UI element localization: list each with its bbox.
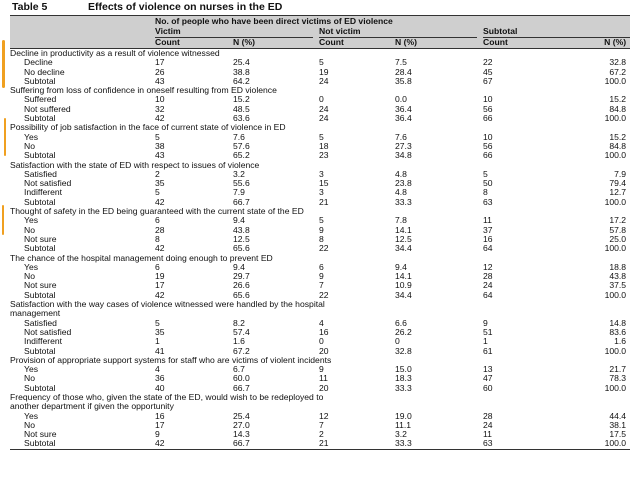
cell-subtotal-count: 60 (483, 383, 493, 393)
section-title-row (10, 356, 630, 365)
table-row (10, 142, 630, 151)
cell-not-victim-percent: 11.1 (395, 420, 412, 430)
cell-subtotal-percent: 57.8 (609, 225, 627, 235)
cell-not-victim-count: 7 (319, 281, 324, 291)
cell-not-victim-percent: 36.4 (395, 104, 412, 114)
cell-subtotal-count: 63 (483, 439, 559, 449)
cell-subtotal-count: 56 (483, 104, 493, 114)
section-title-row (10, 309, 630, 318)
table-row (10, 235, 630, 244)
cell-victim-count: 5 (155, 318, 160, 328)
row-label: Not satisfied (24, 179, 72, 189)
cell-subtotal-percent: 84.8 (609, 104, 627, 114)
cell-subtotal-percent: 21.7 (609, 365, 627, 375)
cell-victim-percent: 3.2 (233, 169, 245, 179)
cell-subtotal-count: 37 (483, 225, 493, 235)
cell-victim-percent: 60.0 (233, 374, 250, 384)
cell-subtotal-count: 28 (483, 272, 493, 282)
cell-not-victim-percent: 15.0 (395, 365, 412, 375)
cell-subtotal-count: 47 (483, 374, 493, 384)
cell-subtotal-count: 9 (483, 318, 488, 328)
row-label: Subtotal (24, 197, 56, 207)
cell-subtotal-percent: 100.0 (604, 346, 627, 356)
table-row (10, 95, 630, 104)
cell-not-victim-count: 19 (319, 67, 329, 77)
cell-subtotal-count: 66 (483, 151, 493, 161)
cell-not-victim-count: 0 (319, 95, 324, 105)
cell-victim-count: 41 (155, 346, 165, 356)
row-label: Yes (24, 216, 39, 226)
cell-victim-percent: 66.7 (233, 197, 250, 207)
table-row (10, 263, 630, 272)
cell-victim-count: 32 (155, 104, 165, 114)
table-row (10, 179, 630, 188)
cell-subtotal-percent: 100.0 (604, 151, 627, 161)
section-title-row (10, 300, 630, 309)
cell-not-victim-count: 5 (319, 216, 324, 226)
cell-not-victim-count: 21 (319, 197, 329, 207)
row-label: Decline (24, 58, 53, 68)
cell-victim-count: 35 (155, 179, 165, 189)
cell-victim-percent: 57.6 (233, 141, 250, 151)
cell-not-victim-percent: 23.8 (395, 179, 412, 189)
cell-subtotal-count: 10 (483, 95, 493, 105)
cell-not-victim-count: 3 (319, 169, 324, 179)
cell-victim-percent: 9.4 (233, 216, 245, 226)
table-row (10, 374, 630, 383)
table-row (10, 105, 630, 114)
header-col-count: Count (155, 38, 233, 49)
cell-not-victim-percent: 4.8 (395, 188, 407, 198)
row-label: No (24, 225, 35, 235)
cell-subtotal-percent: 100.0 (604, 383, 627, 393)
cell-subtotal-percent: 37.5 (609, 281, 627, 291)
section-title: Satisfaction with the way cases of violence witnessed were handled by the hospital (10, 300, 325, 310)
cell-victim-percent: 12.5 (233, 234, 250, 244)
row-label: Subtotal (24, 151, 56, 161)
table-row (10, 337, 630, 346)
row-label: Yes (24, 132, 39, 142)
row-label: No decline (24, 67, 65, 77)
cell-victim-count: 42 (155, 114, 165, 124)
cell-not-victim-percent: 18.3 (395, 374, 412, 384)
cell-not-victim-count: 3 (319, 188, 324, 198)
cell-subtotal-count: 11 (483, 216, 492, 226)
cell-subtotal-percent: 15.2 (609, 95, 627, 105)
cell-not-victim-count: 16 (319, 327, 329, 337)
cell-not-victim-percent: 7.6 (395, 132, 407, 142)
row-label: Subtotal (24, 114, 56, 124)
cell-victim-count: 35 (155, 327, 165, 337)
cell-subtotal-count: 61 (483, 346, 493, 356)
row-label: Not suffered (24, 104, 71, 114)
section-title-row (10, 49, 630, 59)
cell-not-victim-percent: 10.9 (395, 281, 412, 291)
cell-subtotal-count: 51 (483, 327, 493, 337)
section-title: Possibility of job satisfaction in the face of current state of violence in ED (10, 123, 286, 133)
table-row (10, 430, 630, 439)
cell-victim-count: 40 (155, 383, 165, 393)
cell-victim-percent: 25.4 (233, 411, 250, 421)
row-label: No (24, 141, 35, 151)
cell-not-victim-count: 15 (319, 179, 329, 189)
cell-victim-percent: 7.9 (233, 188, 245, 198)
cell-subtotal-percent: 100.0 (604, 114, 627, 124)
table-row (10, 365, 630, 374)
row-label: Subtotal (24, 244, 56, 254)
cell-subtotal-count: 5 (483, 169, 488, 179)
cell-subtotal-percent: 100.0 (604, 290, 627, 300)
table-row (10, 347, 630, 356)
cell-subtotal-percent: 100.0 (604, 76, 627, 86)
section-title-continued: another department if given the opportunity (10, 402, 174, 412)
section-title-row (10, 393, 630, 402)
cell-subtotal-percent: 78.3 (609, 374, 627, 384)
cell-victim-count: 43 (155, 76, 165, 86)
cell-subtotal-percent: 17.2 (609, 216, 627, 226)
cell-not-victim-percent: 14.1 (395, 272, 412, 282)
cell-not-victim-count: 23 (319, 151, 329, 161)
cell-victim-count: 10 (155, 95, 165, 105)
section-title: Decline in productivity as a result of violence witnessed (10, 48, 220, 58)
cell-victim-percent: 67.2 (233, 346, 250, 356)
header-row-main (10, 16, 630, 28)
cell-not-victim-percent: 6.6 (395, 318, 407, 328)
cell-victim-count: 5 (155, 188, 160, 198)
row-label: Not satisfied (24, 327, 72, 337)
row-label: No (24, 420, 35, 430)
cell-subtotal-percent: 43.8 (609, 272, 627, 282)
header-col-percent: N (%) (233, 38, 313, 49)
row-label: Indifferent (24, 337, 63, 347)
cell-subtotal-count: 12 (483, 262, 493, 272)
cell-not-victim-percent: 19.0 (395, 411, 412, 421)
table-row (10, 421, 630, 430)
cell-subtotal-count: 50 (483, 179, 493, 189)
table-row (10, 188, 630, 197)
table-row (10, 216, 630, 225)
row-label: Subtotal (10, 439, 155, 449)
cell-not-victim-percent: 7.5 (395, 58, 407, 68)
cell-victim-percent: 66.7 (233, 439, 313, 449)
cell-victim-percent: 6.7 (233, 365, 245, 375)
cell-not-victim-percent: 28.4 (395, 67, 412, 77)
cell-not-victim-percent: 34.4 (395, 244, 412, 254)
cell-not-victim-count: 4 (319, 318, 324, 328)
cell-subtotal-percent: 100.0 (604, 197, 627, 207)
cell-victim-count: 1 (155, 337, 160, 347)
table-body (10, 49, 630, 450)
cell-victim-count: 17 (155, 420, 165, 430)
cell-victim-percent: 65.6 (233, 290, 250, 300)
cell-not-victim-count: 24 (319, 76, 329, 86)
cell-victim-percent: 55.6 (233, 179, 250, 189)
cell-victim-percent: 38.8 (233, 67, 250, 77)
cell-subtotal-percent: 79.4 (609, 179, 627, 189)
cell-subtotal-percent: 38.1 (609, 420, 627, 430)
cell-victim-percent: 65.6 (233, 244, 250, 254)
cell-subtotal-count: 66 (483, 114, 493, 124)
row-label: Indifferent (24, 188, 63, 198)
section-title-continued: management (10, 309, 61, 319)
cell-subtotal-count: 22 (483, 58, 493, 68)
cell-not-victim-count: 9 (319, 365, 324, 375)
cell-subtotal-percent: 18.8 (609, 262, 627, 272)
cell-victim-percent: 25.4 (233, 58, 250, 68)
cell-not-victim-count: 24 (319, 114, 329, 124)
table-caption: Effects of violence on nurses in the ED (88, 1, 283, 13)
cell-victim-count: 17 (155, 58, 165, 68)
cell-subtotal-count: 13 (483, 365, 493, 375)
cell-not-victim-count: 20 (319, 346, 329, 356)
cell-victim-percent: 8.2 (233, 318, 245, 328)
cell-victim-count: 42 (155, 439, 233, 449)
row-label: Suffered (24, 95, 57, 105)
table-row (10, 68, 630, 77)
cell-not-victim-percent: 27.3 (395, 141, 412, 151)
cell-not-victim-count: 2 (319, 430, 324, 440)
table-row (10, 272, 630, 281)
cell-victim-percent: 27.0 (233, 420, 250, 430)
row-label: Not sure (24, 234, 57, 244)
row-label: Yes (24, 365, 39, 375)
header-col-percent: N (%) (395, 38, 477, 49)
table-row (10, 244, 630, 253)
cell-victim-count: 42 (155, 244, 165, 254)
section-title-row (10, 254, 630, 263)
table-row (10, 328, 630, 337)
cell-not-victim-count: 5 (319, 132, 324, 142)
cell-victim-count: 8 (155, 234, 160, 244)
cell-not-victim-count: 8 (319, 234, 324, 244)
section-title: Suffering from loss of confidence in oneself resulting from ED violence (10, 86, 277, 96)
cell-victim-percent: 65.2 (233, 151, 250, 161)
cell-subtotal-count: 45 (483, 67, 493, 77)
header-row-groups (10, 27, 630, 38)
cell-victim-count: 16 (155, 411, 165, 421)
section-title-row (10, 207, 630, 216)
cell-victim-count: 4 (155, 365, 160, 375)
decorative-mark (2, 205, 4, 235)
table-row (10, 77, 630, 86)
cell-subtotal-percent: 1.6 (614, 337, 627, 347)
cell-victim-percent: 43.8 (233, 225, 250, 235)
cell-victim-percent: 63.6 (233, 114, 250, 124)
table-row (10, 319, 630, 328)
cell-victim-count: 9 (155, 430, 160, 440)
table-row (10, 151, 630, 160)
cell-not-victim-count: 22 (319, 244, 329, 254)
cell-subtotal-percent: 15.2 (609, 132, 627, 142)
table-row (10, 114, 630, 123)
header-col-count: Count (319, 38, 395, 49)
cell-victim-percent: 64.2 (233, 76, 250, 86)
cell-victim-count: 28 (155, 225, 165, 235)
section-title: Provision of appropriate support systems for staff who are victims of violent incidents (10, 355, 332, 365)
cell-victim-count: 6 (155, 262, 160, 272)
cell-victim-count: 26 (155, 67, 165, 77)
row-label: Yes (24, 262, 39, 272)
results-table (10, 15, 630, 450)
cell-subtotal-percent: 7.9 (614, 169, 627, 179)
section-title: Satisfaction with the state of ED with respect to issues of violence (10, 160, 260, 170)
cell-subtotal-percent: 12.7 (609, 188, 627, 198)
cell-subtotal-count: 8 (483, 188, 488, 198)
cell-not-victim-count: 9 (319, 225, 324, 235)
cell-not-victim-percent: 33.3 (395, 383, 412, 393)
cell-not-victim-percent: 34.4 (395, 290, 412, 300)
header-group-victim: Victim (155, 27, 313, 38)
row-label: Subtotal (24, 383, 56, 393)
cell-not-victim-percent: 14.1 (395, 225, 412, 235)
row-label: No (24, 374, 35, 384)
table-row (10, 412, 630, 421)
cell-not-victim-count: 18 (319, 141, 329, 151)
cell-victim-percent: 14.3 (233, 430, 250, 440)
cell-subtotal-percent: 14.8 (609, 318, 627, 328)
cell-not-victim-percent: 7.8 (395, 216, 407, 226)
cell-subtotal-percent: 25.0 (609, 234, 627, 244)
cell-victim-percent: 15.2 (233, 95, 250, 105)
cell-not-victim-count: 12 (319, 411, 329, 421)
table-row (10, 58, 630, 67)
cell-subtotal-percent: 67.2 (609, 67, 627, 77)
table-row (10, 384, 630, 393)
table-row (10, 133, 630, 142)
header-main: No. of people who have been direct victims of ED violence (155, 16, 630, 28)
decorative-mark (2, 40, 5, 88)
cell-not-victim-count: 7 (319, 420, 324, 430)
cell-victim-count: 42 (155, 290, 165, 300)
table-number: Table 5 (12, 1, 48, 13)
cell-not-victim-percent: 33.3 (395, 197, 412, 207)
cell-not-victim-percent: 0 (395, 337, 400, 347)
row-label: Satisfied (24, 169, 57, 179)
decorative-mark (4, 118, 6, 156)
cell-subtotal-percent: 44.4 (609, 411, 627, 421)
cell-not-victim-percent: 4.8 (395, 169, 407, 179)
table-row (10, 198, 630, 207)
cell-subtotal-percent: 83.6 (609, 327, 627, 337)
row-label: Satisfied (24, 318, 57, 328)
section-title: Thought of safety in the ED being guaranteed with the current state of the ED (10, 207, 304, 217)
header-row-columns (10, 38, 630, 49)
cell-not-victim-percent: 0.0 (395, 95, 407, 105)
section-title-row (10, 402, 630, 411)
cell-subtotal-count: 64 (483, 244, 493, 254)
table-title (12, 0, 632, 14)
section-title-row (10, 86, 630, 95)
cell-victim-count: 17 (155, 281, 165, 291)
cell-victim-percent: 26.6 (233, 281, 250, 291)
cell-not-victim-count: 22 (319, 290, 329, 300)
row-label: No (24, 272, 35, 282)
row-label: Subtotal (24, 346, 56, 356)
cell-victim-count: 43 (155, 151, 165, 161)
table-row (10, 439, 630, 449)
cell-subtotal-percent: 100.0 (559, 439, 630, 449)
cell-victim-percent: 57.4 (233, 327, 250, 337)
cell-subtotal-count: 24 (483, 420, 493, 430)
cell-victim-percent: 1.6 (233, 337, 245, 347)
cell-not-victim-count: 0 (319, 337, 324, 347)
row-label: Not sure (24, 430, 57, 440)
cell-not-victim-count: 11 (319, 374, 328, 384)
header-group-not-victim: Not victim (319, 27, 477, 38)
cell-not-victim-count: 9 (319, 272, 324, 282)
cell-subtotal-count: 56 (483, 141, 493, 151)
cell-subtotal-count: 11 (483, 430, 492, 440)
table-row (10, 281, 630, 290)
row-label: Subtotal (24, 76, 56, 86)
cell-subtotal-count: 64 (483, 290, 493, 300)
cell-victim-percent: 66.7 (233, 383, 250, 393)
cell-victim-percent: 29.7 (233, 272, 250, 282)
cell-subtotal-count: 1 (483, 337, 488, 347)
row-label: Yes (24, 411, 39, 421)
cell-not-victim-percent: 35.8 (395, 76, 412, 86)
cell-victim-count: 5 (155, 132, 160, 142)
cell-victim-percent: 7.6 (233, 132, 245, 142)
cell-not-victim-count: 20 (319, 383, 329, 393)
header-group-subtotal: Subtotal (483, 27, 630, 38)
cell-not-victim-percent: 32.8 (395, 346, 412, 356)
table-row (10, 170, 630, 179)
cell-not-victim-percent: 12.5 (395, 234, 412, 244)
cell-not-victim-percent: 3.2 (395, 430, 407, 440)
cell-subtotal-percent: 32.8 (609, 58, 627, 68)
cell-victim-count: 2 (155, 169, 160, 179)
cell-subtotal-count: 16 (483, 234, 493, 244)
cell-victim-count: 6 (155, 216, 160, 226)
section-title: The chance of the hospital management doing enough to prevent ED (10, 253, 273, 263)
header-col-count: Count (483, 38, 559, 49)
cell-subtotal-count: 24 (483, 281, 493, 291)
section-title-row (10, 161, 630, 170)
cell-not-victim-percent: 36.4 (395, 114, 412, 124)
cell-subtotal-percent: 84.8 (609, 141, 627, 151)
cell-not-victim-count: 24 (319, 104, 329, 114)
cell-subtotal-count: 10 (483, 132, 493, 142)
cell-subtotal-percent: 100.0 (604, 244, 627, 254)
section-title-row (10, 123, 630, 132)
table-row (10, 291, 630, 300)
cell-victim-count: 38 (155, 141, 165, 151)
cell-not-victim-percent: 9.4 (395, 262, 407, 272)
cell-subtotal-percent: 17.5 (609, 430, 627, 440)
row-label: Not sure (24, 281, 57, 291)
cell-victim-percent: 9.4 (233, 262, 245, 272)
cell-not-victim-count: 21 (319, 439, 395, 449)
cell-victim-count: 42 (155, 197, 165, 207)
cell-not-victim-percent: 34.8 (395, 151, 412, 161)
row-label: Subtotal (24, 290, 56, 300)
cell-victim-percent: 48.5 (233, 104, 250, 114)
cell-subtotal-count: 28 (483, 411, 493, 421)
cell-not-victim-count: 6 (319, 262, 324, 272)
cell-not-victim-percent: 26.2 (395, 327, 412, 337)
section-title: Frequency of those who, given the state of the ED, would wish to be redeployed to (10, 392, 324, 402)
cell-victim-count: 36 (155, 374, 165, 384)
cell-subtotal-count: 67 (483, 76, 493, 86)
cell-not-victim-count: 5 (319, 58, 324, 68)
cell-subtotal-count: 63 (483, 197, 493, 207)
cell-victim-count: 19 (155, 272, 165, 282)
cell-not-victim-percent: 33.3 (395, 439, 477, 449)
table-row (10, 226, 630, 235)
header-col-percent: N (%) (559, 38, 630, 49)
